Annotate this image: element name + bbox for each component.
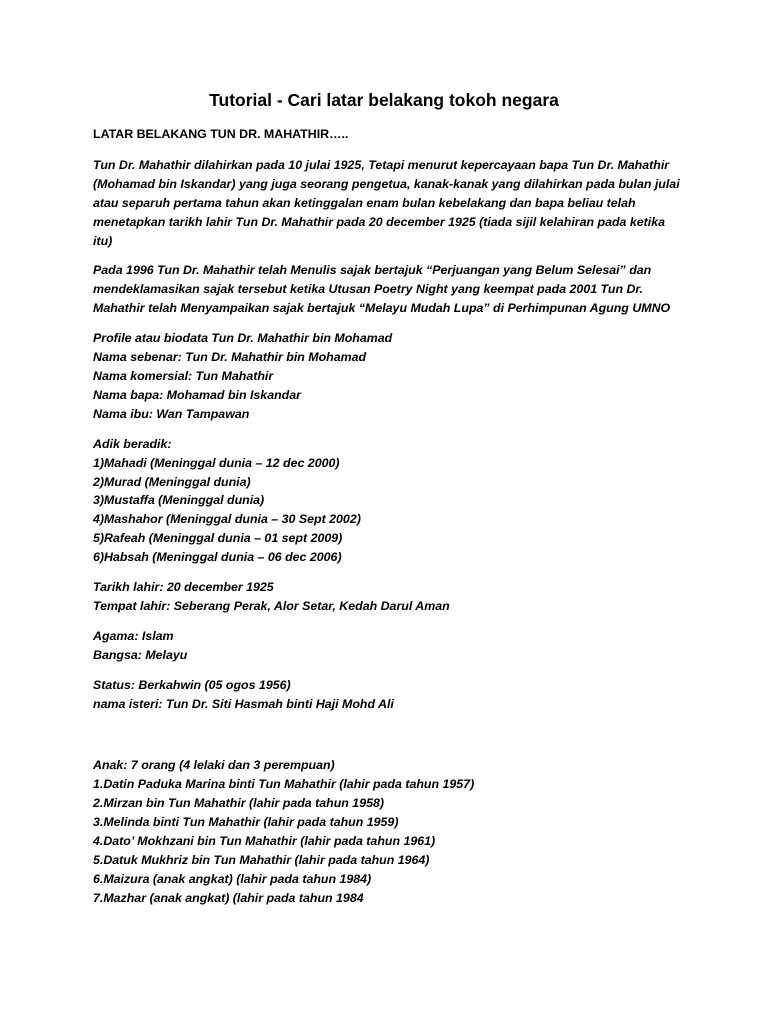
sibling-item: 2)Murad (Meninggal dunia)	[93, 474, 251, 489]
ethnicity: Bangsa: Melayu	[93, 647, 188, 662]
birth-paragraph: Tun Dr. Mahathir dilahirkan pada 10 julai 1925, Tetapi menurut kepercayaan bapa Tun Dr. Mahathir (Mohamad bin Iskandar) yang juga seorang pengetua, kanak-kanak yang dilahirkan pada bulan julai atau separuh pertama tahun akan ketinggalan enam bulan kebelakang dan bapa beliau telah menetapkan tarikh lahir Tun Dr. Mahathir pada 20 december 1925 (tiada sijil kelahiran pada ketika itu)	[93, 157, 680, 248]
profile-father-name: Nama bapa: Mohamad bin Iskandar	[93, 387, 301, 402]
sibling-item: 6)Habsah (Meninggal dunia – 06 dec 2006)	[93, 550, 342, 565]
birth-info-block	[93, 578, 683, 616]
siblings-block	[93, 435, 683, 567]
child-item: 6.Maizura (anak angkat) (lahir pada tahun 1984)	[93, 871, 372, 886]
document-body	[93, 125, 683, 919]
profile-commercial-name: Nama komersial: Tun Mahathir	[93, 368, 274, 383]
sibling-item: 1)Mahadi (Meninggal dunia – 12 dec 2000)	[93, 455, 340, 470]
child-item: 3.Melinda binti Tun Mahathir (lahir pada tahun 1959)	[93, 815, 399, 830]
child-item: 1.Datin Paduka Marina binti Tun Mahathir (lahir pada tahun 1957)	[93, 777, 475, 792]
spouse-name: nama isteri: Tun Dr. Siti Hasmah binti Haji Mohd Ali	[93, 696, 394, 711]
siblings-heading: Adik beradik:	[93, 436, 172, 451]
sibling-item: 3)Mustaffa (Meninggal dunia)	[93, 493, 265, 508]
poetry-paragraph: Pada 1996 Tun Dr. Mahathir telah Menulis sajak bertajuk “Perjuangan yang Belum Selesai” dan mendeklamasikan sajak tersebut ketika Utusan Poetry Night yang keempat pada 2001 Tun Dr. Mahathir telah Menyampaikan sajak bertajuk “Melayu Mudah Lupa” di Perhimpunan Agung UMNO	[93, 263, 671, 316]
religion-block	[93, 627, 683, 665]
child-item: 2.Mirzan bin Tun Mahathir (lahir pada tahun 1958)	[93, 796, 384, 811]
section-heading: LATAR BELAKANG TUN DR. MAHATHIR…..	[93, 127, 349, 141]
birth-date: Tarikh lahir: 20 december 1925	[93, 580, 274, 595]
children-heading: Anak: 7 orang (4 lelaki dan 3 perempuan)	[93, 758, 335, 773]
blank-space	[93, 724, 683, 756]
profile-real-name: Nama sebenar: Tun Dr. Mahathir bin Mohamad	[93, 350, 367, 365]
child-item: 5.Datuk Mukhriz bin Tun Mahathir (lahir pada tahun 1964)	[93, 853, 430, 867]
profile-block	[93, 329, 683, 424]
profile-heading: Profile atau biodata Tun Dr. Mahathir bin Mohamad	[93, 331, 393, 346]
child-item: 4.Dato’ Mokhzani bin Tun Mahathir (lahir pada tahun 1961)	[93, 834, 436, 849]
birth-place: Tempat lahir: Seberang Perak, Alor Setar, Kedah Darul Aman	[93, 598, 450, 613]
document-title: Tutorial - Cari latar belakang tokoh negara	[209, 90, 559, 110]
children-block	[93, 756, 683, 907]
sibling-item: 4)Mashahor (Meninggal dunia – 30 Sept 2002)	[93, 512, 361, 527]
child-item: 7.Mazhar (anak angkat) (lahir pada tahun 1984	[93, 890, 364, 905]
religion: Agama: Islam	[93, 628, 174, 643]
marriage-block	[93, 676, 683, 714]
sibling-item: 5)Rafeah (Meninggal dunia – 01 sept 2009)	[93, 531, 343, 546]
marital-status: Status: Berkahwin (05 ogos 1956)	[93, 677, 291, 692]
profile-mother-name: Nama ibu: Wan Tampawan	[93, 406, 250, 421]
